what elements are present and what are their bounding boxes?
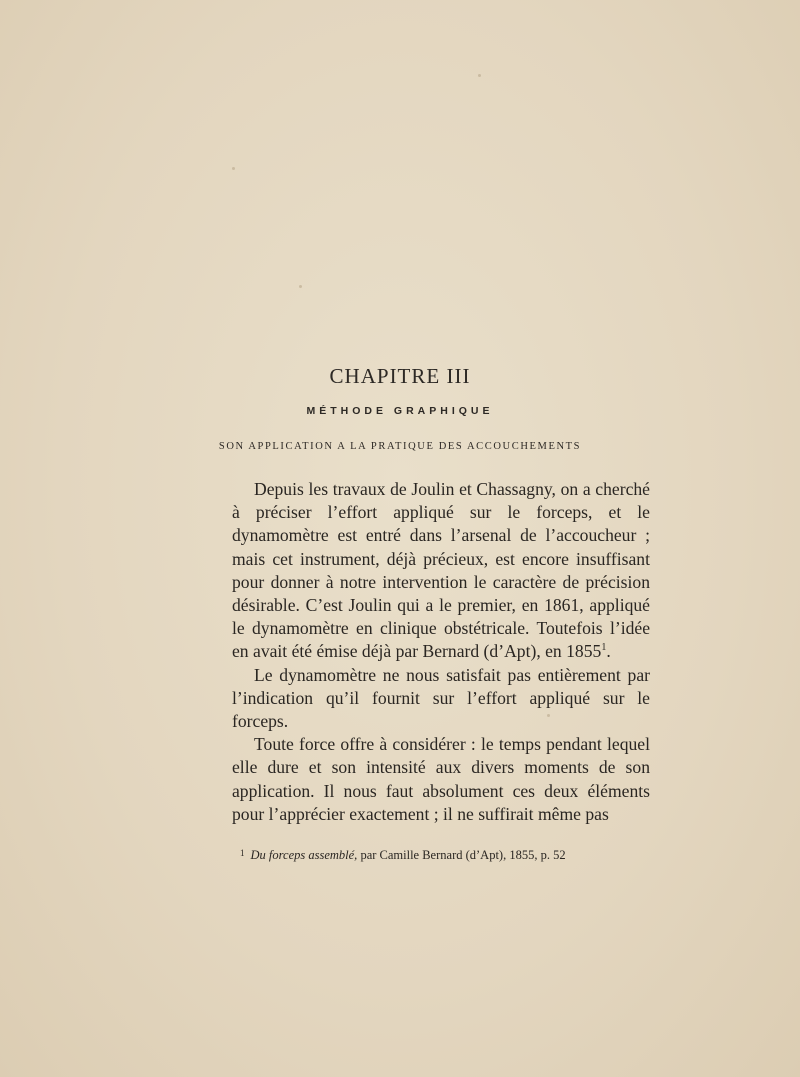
footnote-title: Du forceps assemblé, — [250, 848, 358, 862]
paragraph-1 — [232, 478, 650, 664]
section-title: MÉTHODE GRAPHIQUE — [306, 405, 494, 417]
footnote-mark: 1 — [240, 848, 245, 858]
footnote-reference: 1 — [601, 642, 607, 654]
paragraph-3: Toute force offre à considérer : le temps pendant lequel elle dure et son intensité aux divers moments de son application. Il nous faut absolument ces deux éléments pour l’apprécier exactement ; il ne suffirait même pas — [232, 734, 650, 824]
footnote — [240, 848, 566, 863]
paragraph-1-text: Depuis les travaux de Joulin et Chassagny, on a cherché à préciser l’effort appliqué sur le forceps, et le dynamomètre est entré dans l’arsenal de l’accoucheur ; mais cet instrument, déjà précieux, est encore insuffisant pour donner à notre intervention le caractère de précision désirable. C’est Joulin qui a le premier, en 1861, appliqué le dynamomètre en clinique obstétricale. Toutefois l’idée en avait été émise déjà par Bernard (d’Apt), en 1855 — [232, 479, 650, 662]
paper-speck — [299, 285, 302, 288]
footnote-rest: par Camille Bernard (d’Apt), 1855, p. 52 — [360, 848, 566, 862]
paragraph-1-end: . — [606, 641, 611, 662]
paper-speck — [478, 74, 481, 77]
body-text — [232, 478, 650, 826]
chapter-title: CHAPITRE III — [329, 364, 471, 388]
chapter-subtitle: SON APPLICATION A LA PRATIQUE DES ACCOUCHEMENTS — [218, 441, 582, 452]
paragraph-2: Le dynamomètre ne nous satisfait pas entièrement par l’indication qu’il fournit sur l’effort appliqué sur le forceps. — [232, 664, 650, 732]
paper-speck — [232, 167, 235, 170]
